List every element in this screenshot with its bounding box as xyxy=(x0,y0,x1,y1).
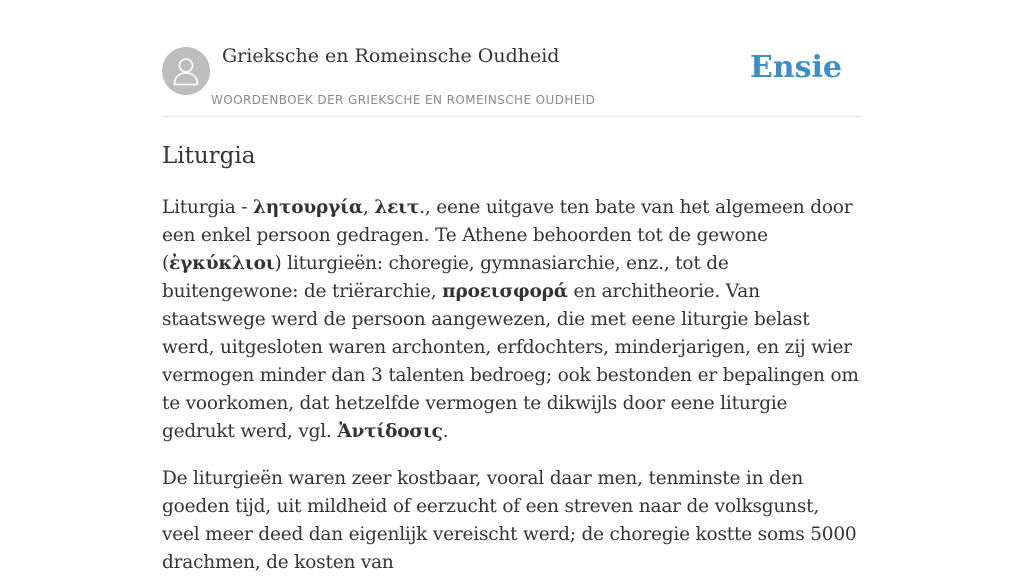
greek-term: λειτ xyxy=(374,197,420,218)
text-segment: . xyxy=(442,421,449,442)
text-segment: ., eene uitgave ten bate van het algemeen door een enkel persoon gedragen. Te Athene behoorden tot de gewone ( xyxy=(162,197,853,274)
source-title[interactable]: Grieksche en Romeinsche Oudheid xyxy=(222,45,560,67)
text-segment: , xyxy=(362,197,375,218)
header xyxy=(162,0,862,117)
greek-term: λητουργία xyxy=(253,197,363,218)
source-subtitle[interactable]: WOORDENBOEK DER GRIEKSCHE EN ROMEINSCHE OUDHEID xyxy=(211,93,596,107)
text-segment: ) liturgieën: choregie, gymnasiarchie, enz., tot de buitengewone: de triërarchie, xyxy=(162,253,729,302)
entry-paragraph-1 xyxy=(162,194,862,446)
text-segment: en architheorie. Van staatswege werd de persoon aangewezen, die met eene liturgie belast werd, uitgesloten waren archonten, erfdochters, minderjarigen, en zij wier vermogen minder dan 3 talenten bedroeg; ook bestonden er bepalingen om te voorkomen, dat hetzelfde vermogen te dikwijls door eene liturgie gedrukt werd, vgl. xyxy=(162,281,859,442)
entry-body xyxy=(162,194,862,577)
greek-term: ἐγκύκλιοι xyxy=(169,253,275,274)
ensie-logo-link[interactable]: Ensie xyxy=(749,50,842,85)
text-segment: Liturgia - xyxy=(162,197,253,218)
greek-term-link[interactable]: Ἀντίδοσις xyxy=(337,421,443,442)
entry-paragraph-2: De liturgieën waren zeer kostbaar, vooral daar men, tenminste in den goeden tijd, uit mildheid of eerzucht of een streven naar de volksgunst, veel meer deed dan eigenlijk vereischt werd; de choregie kostte soms 5000 drachmen, de kosten van xyxy=(162,468,857,573)
user-avatar-icon xyxy=(172,56,200,86)
greek-term: προεισφορά xyxy=(442,281,568,302)
content-column xyxy=(162,0,862,577)
entry-title: Liturgia xyxy=(162,143,256,169)
source-avatar[interactable] xyxy=(162,47,210,95)
